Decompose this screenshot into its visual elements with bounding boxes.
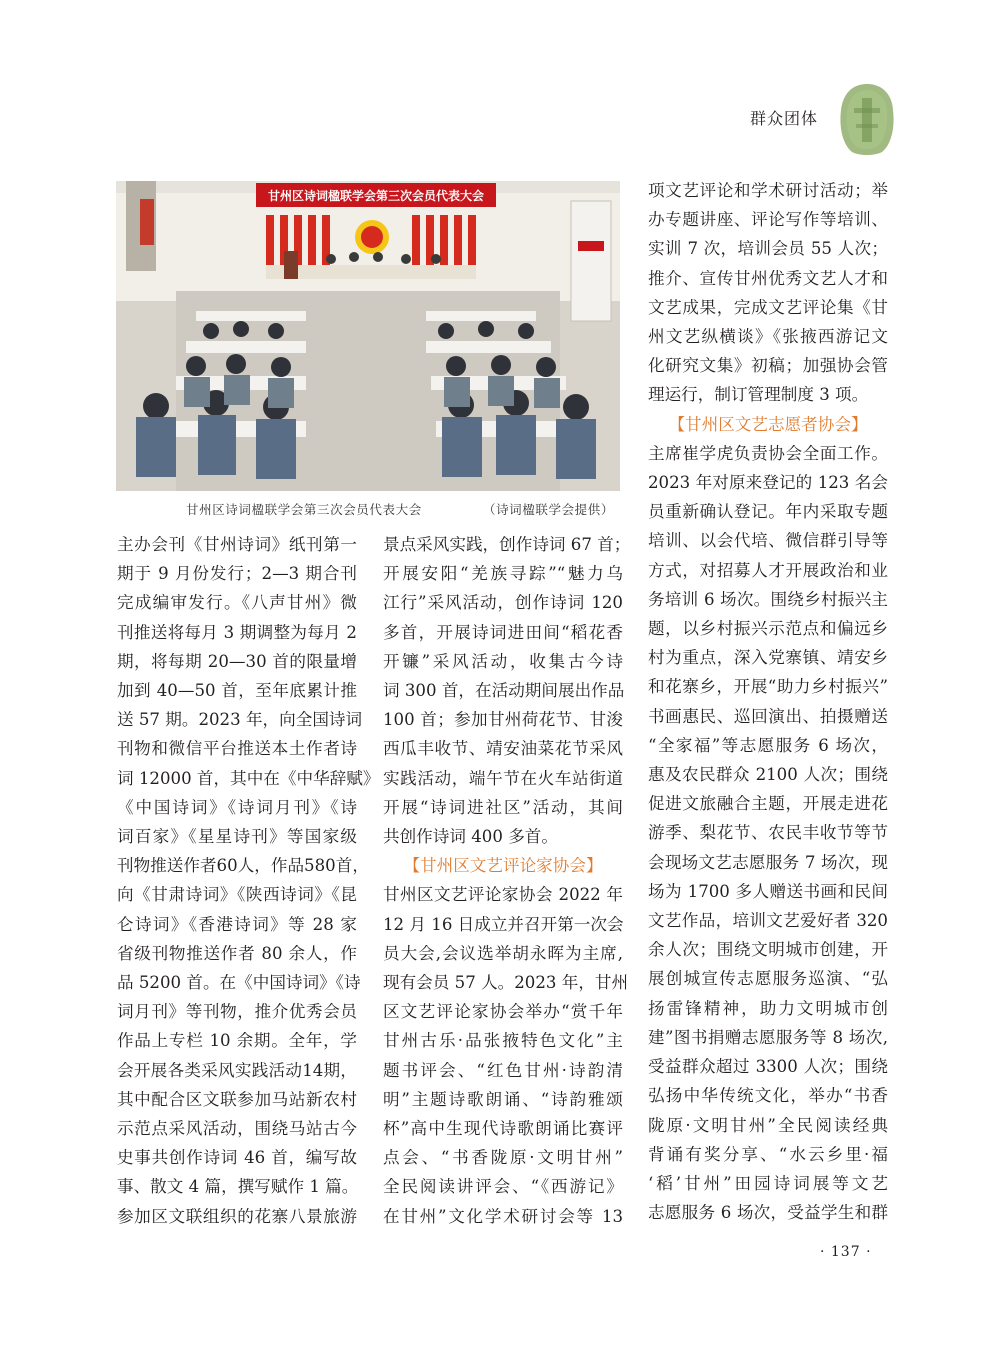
- text-line: 文艺成果，完成文艺评论集《甘: [648, 297, 888, 317]
- text-line: 开展安阳“羌族寻踪”“魅力乌: [383, 564, 623, 584]
- text-line: 题，以乡村振兴示范点和偏远乡: [648, 619, 888, 639]
- text-line: 甘州古乐·品张掖特色文化”主: [383, 1031, 623, 1051]
- text-line: 词 300 首，在活动期间展出作品: [383, 681, 625, 701]
- text-line: 景点采风实践，创作诗词 67 首；: [383, 535, 631, 554]
- text-line: 词月刊》等刊物，推介优秀会员: [117, 1002, 357, 1022]
- text-line: 场为 1700 多人赠送书画和民间: [648, 881, 888, 901]
- text-line: 杯”高中生现代诗歌朗诵比赛评: [383, 1119, 623, 1139]
- column-3-part-a: [648, 176, 888, 410]
- text-line: 作品上专栏 10 余期。全年，学: [117, 1031, 357, 1051]
- text-line: 开展“诗词进社区”活动，其间: [383, 797, 623, 817]
- text-line: 词百家》《星星诗刊》等国家级: [117, 827, 357, 847]
- text-line: 刊推送将每月 3 期调整为每月 2: [117, 622, 357, 642]
- text-line: 仑诗词》《香港诗词》等 28 家: [117, 914, 357, 934]
- text-line: 2023 年对原来登记的 123 名会: [648, 473, 888, 493]
- text-line: 史事共创作诗词 46 首，编写故: [117, 1148, 357, 1168]
- text-line: 向《甘肃诗词》《陕西诗词》《昆: [117, 885, 357, 905]
- conference-scene: [116, 181, 620, 491]
- text-line: 陇原·文明甘州”全民阅读经典: [648, 1115, 888, 1135]
- banner-text: 甘州区诗词楹联学会第三次会员代表大会: [267, 189, 485, 203]
- text-line: 在甘州”文化学术研讨会等 13: [383, 1206, 623, 1226]
- text-line: 书画惠民、巡回演出、拍摄赠送: [648, 706, 888, 726]
- text-line: 受益群众超过 3300 人次；围绕: [648, 1057, 888, 1077]
- text-line: 完成编审发行。《八声甘州》微: [117, 593, 357, 613]
- text-line: 建”图书捐赠志愿服务等 8 场次,: [648, 1027, 888, 1047]
- text-line: 期，将每期 20—30 首的限量增: [117, 651, 357, 671]
- text-line: 省级刊物推送作者 80 余人，作: [117, 943, 357, 963]
- text-line: 惠及农民群众 2100 人次；围绕: [648, 765, 888, 785]
- text-line: 推介、宣传甘州优秀文艺人才和: [648, 268, 888, 288]
- text-line: 送 57 期。2023 年，向全国诗词: [117, 710, 363, 730]
- text-line: 现有会员 57 人。2023 年，甘州: [383, 973, 629, 993]
- section-heading-volunteers-association: 【甘州区文艺志愿者协会】: [668, 414, 868, 434]
- text-line: 和花寨乡，开展“助力乡村振兴”: [648, 677, 888, 697]
- text-line: 化研究文集》初稿；加强协会管: [648, 356, 888, 376]
- text-line: 全民阅读讲评会、“《西游记》: [383, 1177, 623, 1197]
- text-line: 志愿服务 6 场次，受益学生和群: [648, 1203, 888, 1223]
- text-line: 多首，开展诗词进田间“稻花香: [383, 622, 623, 642]
- text-line: 加到 40—50 首，至年底累计推: [117, 681, 357, 701]
- photo-caption: [116, 500, 620, 520]
- caption-main: 甘州区诗词楹联学会第三次会员代表大会: [186, 502, 422, 517]
- text-line: 村为重点，深入党寨镇、靖安乡: [648, 648, 888, 668]
- text-line: 员大会,会议选举胡永晖为主席,: [383, 943, 623, 963]
- text-line: 刊物和微信平台推送本土作者诗: [117, 739, 357, 759]
- text-line: 主席崔学虎负责协会全面工作。: [648, 443, 888, 463]
- text-line: 题书评会、“红色甘州·诗韵清: [383, 1060, 623, 1080]
- text-column-3: [648, 176, 888, 1227]
- text-line: 开镰”采风活动，收集古今诗: [383, 651, 623, 671]
- seal-emblem-icon: [838, 82, 896, 156]
- text-line: 项文艺评论和学术研讨活动；举: [648, 181, 888, 200]
- text-line: 实践活动，端午节在火车站街道: [383, 768, 623, 788]
- column-3-part-b: [648, 439, 888, 1227]
- text-line: 甘州区文艺评论家协会 2022 年: [383, 885, 623, 905]
- text-line: 理运行，制订管理制度 3 项。: [648, 385, 869, 405]
- text-line: 扬雷锋精神，助力文明城市创: [648, 998, 888, 1018]
- text-line: 文艺作品，培训文艺爱好者 320: [648, 911, 888, 931]
- section-label: 群众团体: [750, 109, 819, 128]
- text-line: 办专题讲座、评论写作等培训、: [648, 210, 888, 230]
- text-line: 务培训 6 场次。围绕乡村振兴主: [648, 589, 888, 609]
- text-line: 其中配合区文联参加马站新农村: [117, 1089, 357, 1109]
- text-column-1: [117, 530, 380, 1231]
- text-line: 促进文旅融合主题，开展走进花: [648, 794, 888, 814]
- text-line: 《中国诗词》《诗词月刊》《诗: [117, 797, 357, 817]
- text-line: 区文艺评论家协会举办“赏千年: [383, 1002, 623, 1022]
- text-line: 背诵有奖分享、“水云乡里·福: [648, 1144, 888, 1164]
- text-line: 刊物推送作者60人，作品580首，: [117, 856, 369, 876]
- text-line: 游季、梨花节、农民丰收节等节: [648, 823, 888, 843]
- page-number: · 137 ·: [820, 1244, 872, 1260]
- conference-photo: [116, 181, 620, 491]
- section-heading-critics-association: 【甘州区文艺评论家协会】: [403, 856, 603, 876]
- text-line: 西瓜丰收节、靖安油菜花节采风: [383, 739, 623, 759]
- text-line: 示范点采风活动，围绕马站古今: [117, 1119, 357, 1139]
- caption-credit: （诗词楹联学会提供）: [482, 502, 614, 517]
- text-line: 12 月 16 日成立并召开第一次会: [383, 914, 624, 934]
- text-line: 期于 9 月份发行；2—3 期合刊: [117, 564, 357, 584]
- text-column-2: [383, 530, 631, 1231]
- text-line: ‘稻’甘州”田园诗词展等文艺: [648, 1173, 888, 1193]
- text-line: 余人次；围绕文明城市创建，开: [648, 940, 888, 960]
- text-line: 事、散文 4 篇，撰写赋作 1 篇。: [117, 1177, 359, 1197]
- text-line: “全家福”等志愿服务 6 场次，: [648, 735, 888, 755]
- text-line: 州文艺纵横谈》《张掖西游记文: [648, 327, 888, 347]
- text-line: 100 首；参加甘州荷花节、甘浚: [383, 710, 623, 730]
- text-line: 主办会刊《甘州诗词》纸刊第一: [117, 535, 357, 554]
- text-line: 点会、“书香陇原·文明甘州”: [383, 1148, 623, 1168]
- text-line: 弘扬中华传统文化，举办“书香: [648, 1086, 888, 1106]
- text-line: 共创作诗词 400 多首。: [383, 827, 558, 847]
- text-line: 江行”采风活动，创作诗词 120: [383, 593, 623, 613]
- column-2-part-a: [383, 530, 631, 851]
- text-line: 会现场文艺志愿服务 7 场次，现: [648, 852, 888, 872]
- text-line: 方式，对招募人才开展政治和业: [648, 560, 888, 580]
- text-line: 品 5200 首。在《中国诗词》《诗: [117, 973, 361, 993]
- text-line: 明”主题诗歌朗诵、“诗韵雅颂: [383, 1089, 623, 1109]
- column-2-part-b: [383, 880, 629, 1230]
- text-line: 展创城宣传志愿服务巡演、“弘: [648, 969, 888, 989]
- text-line: 员重新确认登记。年内采取专题: [648, 502, 888, 522]
- text-line: 参加区文联组织的花寨八景旅游: [117, 1206, 357, 1226]
- text-line: 会开展各类采风实践活动14期，: [117, 1060, 357, 1080]
- text-line: 培训、以会代培、微信群引导等: [648, 531, 888, 551]
- text-line: 词 12000 首，其中在《中华辞赋》: [117, 768, 380, 788]
- text-line: 实训 7 次，培训会员 55 人次；: [648, 239, 888, 259]
